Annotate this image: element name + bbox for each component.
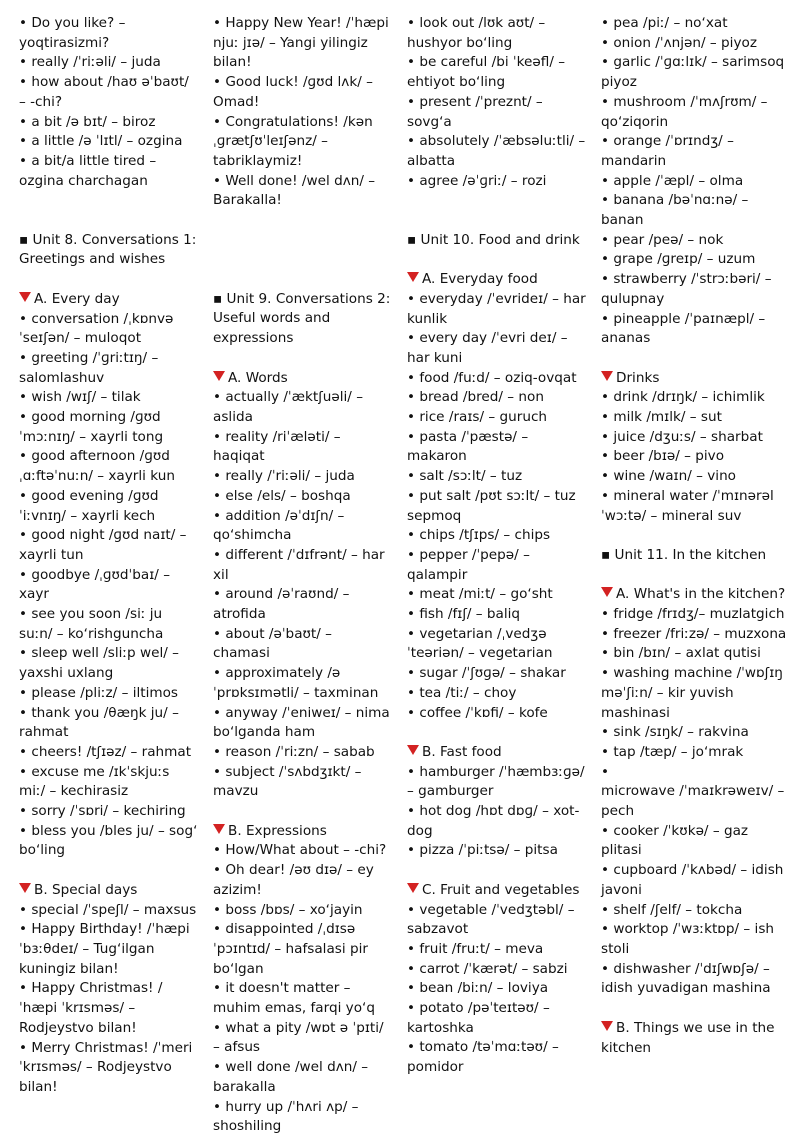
section-heading: [407, 270, 587, 290]
red-triangle-icon: [601, 587, 613, 597]
vocab-item: • pasta /ˈpæstə/ – makaron: [407, 428, 529, 465]
vocab-item: • how about /haʊ əˈbaʊt/ – -chi?: [19, 74, 189, 110]
section-heading-text: B. Special days: [34, 881, 138, 898]
unit-heading: ▪ Unit 9. Conversations 2: Useful words and expressions: [213, 290, 391, 347]
vocab-item: • bread /bred/ – non: [407, 389, 544, 406]
vocab-item: • washing machine /ˈwɒʃɪŋ məˈʃiːn/ – kir yuvish mashinasi: [601, 665, 783, 721]
spacer: [601, 999, 787, 1019]
section-heading: [407, 743, 587, 763]
vocab-item: • bless you /bles ju/ – sogʻ boʻling: [19, 822, 198, 859]
vocab-item: • Happy New Year! /ˈhæpi njuː jɪə/ – Yangi yilingiz bilan!: [213, 15, 389, 71]
vocab-item: • around /əˈraʊnd/ – atrofida: [213, 586, 350, 623]
column-2: [213, 14, 393, 1137]
vocab-item: • Oh dear! /əʊ dɪə/ – ey azizim!: [213, 862, 374, 898]
vocab-item: • put salt /pʊt sɔːlt/ – tuz sepmoq: [407, 487, 576, 524]
vocab-item: • hurry up /ˈhʌri ʌp/ – shoshiling: [213, 1098, 359, 1135]
vocab-item: • really /ˈriːəli/ – juda: [19, 54, 161, 71]
vocab-item: • freezer /friːzə/ – muzxona: [601, 625, 787, 642]
section-heading: [19, 290, 199, 310]
vocab-item: • pizza /ˈpiːtsə/ – pitsa: [407, 842, 558, 859]
vocab-item: • coffee /ˈkɒfi/ – kofe: [407, 704, 548, 721]
vocab-item: • meat /miːt/ – goʻsht: [407, 586, 553, 603]
spacer: [407, 250, 587, 270]
vocab-item: • salt /sɔːlt/ – tuz: [407, 468, 523, 485]
vocab-item: • fridge /frɪdʒ/– muzlatgich: [601, 606, 785, 623]
vocab-item: • about /əˈbaʊt/ – chamasi: [213, 625, 332, 662]
vocab-item: • anyway /ˈeniweɪ/ – nima boʻlganda ham: [213, 704, 390, 741]
spacer: [213, 231, 393, 251]
vocab-item: • Congratulations! /kən ˌɡrætʃʊˈleɪʃənz/ – tabriklaymiz!: [213, 113, 373, 169]
vocab-item: • excuse me /ɪkˈskjuːs miː/ – kechirasiz: [19, 763, 170, 800]
spacer: [601, 526, 787, 546]
vocab-item: • well done /wel dʌn/ – barakalla: [213, 1059, 369, 1095]
column-1: [19, 14, 199, 1098]
vocab-item: • strawberry /ˈstrɔːbəri/ – qulupnay: [601, 271, 772, 307]
vocab-item: • see you soon /siː ju suːn/ – koʻrishguncha: [19, 606, 164, 642]
vocab-item: • good night /ɡʊd naɪt/ – xayrli tun: [19, 527, 187, 563]
red-triangle-icon: [407, 745, 419, 755]
vocab-item: • greeting /ˈɡriːtɪŋ/ – salomlashuv: [19, 349, 159, 386]
red-triangle-icon: [407, 272, 419, 282]
vocab-item: • hot dog /hɒt dɒɡ/ – xot-dog: [407, 803, 580, 839]
vocab-item: • orange /ˈɒrɪndʒ/ – mandarin: [601, 133, 734, 169]
vocab-item: • goodbye /ˌɡʊdˈbaɪ/ – xayr: [19, 566, 171, 603]
vocab-item: • every day /ˈevri deɪ/ – har kuni: [407, 330, 568, 366]
vocab-item: • good evening /ɡʊd ˈiːvnɪŋ/ – xayrli kech: [19, 487, 159, 524]
vocab-item: • onion /ˈʌnjən/ – piyoz: [601, 34, 757, 51]
vocab-item: • absolutely /ˈæbsəluːtli/ – albatta: [407, 133, 586, 169]
vocab-item: • good morning /ɡʊd ˈmɔːnɪŋ/ – xayrli tong: [19, 409, 164, 445]
section-heading-text: C. Fruit and vegetables: [422, 881, 580, 898]
vocab-item: • Good luck! /ɡʊd lʌk/ – Omad!: [213, 74, 373, 110]
vocab-item: • subject /ˈsʌbdʒɪkt/ – mavzu: [213, 763, 362, 800]
vocab-item: • different /ˈdɪfrənt/ – har xil: [213, 546, 385, 583]
vocab-item: • please /pliːz/ – iltimos: [19, 684, 179, 701]
vocab-item: • bean /biːn/ – loviya: [407, 980, 549, 997]
vocab-item: • fish /fɪʃ/ – baliq: [407, 606, 521, 623]
spacer: [213, 270, 393, 290]
vocab-item: • really /ˈriːəli/ – juda: [213, 468, 355, 485]
vocab-item: • pea /piː/ – noʻxat: [601, 15, 728, 31]
column-4: [601, 14, 787, 1058]
vocab-item: • apple /ˈæpl/ – olma: [601, 172, 744, 189]
vocab-item: • potato /pəˈteɪtəʊ/ – kartoshka: [407, 1000, 550, 1036]
vocab-item: • be careful /bi ˈkeəfl/ – ehtiyot boʻling: [407, 54, 566, 91]
spacer: [407, 861, 587, 881]
vocab-item: • cupboard /ˈkʌbəd/ – idish javoni: [601, 862, 784, 898]
vocab-item: • a bit /ə bɪt/ – biroz: [19, 113, 156, 130]
vocab-item: • dishwasher /ˈdɪʃwɒʃə/ – idish yuvadigan mashina: [601, 960, 771, 997]
vocab-item: • tea /tiː/ – choy: [407, 684, 517, 701]
vocab-item: • agree /əˈɡriː/ – rozi: [407, 172, 547, 189]
vocab-item: • food /fuːd/ – oziq-ovqat: [407, 369, 577, 386]
red-triangle-icon: [213, 371, 225, 381]
red-triangle-icon: [213, 824, 225, 834]
vocab-item: • pepper /ˈpepə/ – qalampir: [407, 546, 530, 583]
vocab-item: •: [601, 763, 610, 780]
vocab-item: • thank you /θæŋk ju/ – rahmat: [19, 704, 179, 741]
vocab-item: • drink /drɪŋk/ – ichimlik: [601, 389, 765, 406]
vocab-item: • beer /bɪə/ – pivo: [601, 448, 725, 465]
vocab-item: • worktop /ˈwɜːktɒp/ – ish stoli: [601, 921, 775, 957]
section-heading: [407, 881, 587, 901]
vocab-item: • Merry Christmas! /ˈmeri ˈkrɪsməs/ – Rodjeystvo bilan!: [19, 1039, 193, 1095]
vocab-item: • else /els/ – boshqa: [213, 487, 351, 504]
vocab-item: • How/What about – -chi?: [213, 842, 387, 859]
vocab-item: • cheers! /tʃɪəz/ – rahmat: [19, 743, 192, 760]
vocab-item: • disappointed /ˌdɪsəˈpɔɪntɪd/ – hafsalasi pir boʻlgan: [213, 921, 368, 977]
spacer: [407, 191, 587, 211]
section-heading-text: A. Everyday food: [422, 271, 538, 288]
vocab-item: • bin /bɪn/ – axlat qutisi: [601, 645, 761, 662]
section-heading: [601, 1019, 787, 1058]
vocab-item: • special /ˈspeʃl/ – maxsus: [19, 901, 197, 918]
vocab-item: • hamburger /ˈhæmbɜːɡə/ – gamburger: [407, 763, 585, 800]
vocab-item: • sleep well /sliːp wel/ – yaxshi uxlang: [19, 645, 179, 682]
vocab-item: microwave /ˈmaɪkrəweɪv/ – pech: [601, 783, 785, 820]
vocab-item: • a little /ə ˈlɪtl/ – ozgina: [19, 133, 183, 150]
spacer: [213, 211, 393, 231]
vocab-item: • cooker /ˈkʊkə/ – gaz plitasi: [601, 822, 749, 859]
red-triangle-icon: [407, 883, 419, 893]
section-heading-text: A. Every day: [34, 290, 120, 307]
vocab-item: • Happy Birthday! /ˈhæpi ˈbɜːθdeɪ/ – Tugʻilgan kuningiz bilan!: [19, 921, 190, 977]
vocab-item: • what a pity /wɒt ə ˈpɪti/ – afsus: [213, 1019, 384, 1056]
vocab-item: • Happy Christmas! /ˈhæpi ˈkrɪsməs/ – Rodjeystvo bilan!: [19, 980, 163, 1036]
vocab-item: • a bit/a little tired – ozgina charchagan: [19, 152, 157, 189]
spacer: [601, 566, 787, 586]
red-triangle-icon: [19, 883, 31, 893]
red-triangle-icon: [601, 371, 613, 381]
vocab-item: • vegetable /ˈvedʒtəbl/ – sabzavot: [407, 901, 575, 938]
spacer: [19, 270, 199, 290]
section-heading-text: Drinks: [616, 369, 660, 386]
vocab-item: • present /ˈpreznt/ – sovgʻa: [407, 93, 543, 130]
spacer: [213, 349, 393, 369]
vocab-item: • carrot /ˈkærət/ – sabzi: [407, 960, 568, 977]
vocab-item: • sugar /ˈʃʊɡə/ – shakar: [407, 665, 566, 682]
vocab-item: • mushroom /ˈmʌʃrʊm/ – qoʻziqorin: [601, 93, 768, 130]
spacer: [407, 723, 587, 743]
vocab-item: • rice /raɪs/ – guruch: [407, 409, 548, 426]
red-triangle-icon: [601, 1021, 613, 1031]
vocab-item: • mineral water /ˈmɪnərəl ˈwɔːtə/ – mineral suv: [601, 487, 774, 524]
unit-heading: ▪ Unit 8. Conversations 1: Greetings and wishes: [19, 231, 197, 268]
section-heading-text: B. Things we use in the kitchen: [601, 1019, 775, 1056]
vocab-item: • reality /riˈæləti/ – haqiqat: [213, 428, 341, 465]
vocab-item: • shelf /ʃelf/ – tokcha: [601, 901, 743, 918]
spacer: [601, 349, 787, 369]
section-heading: [19, 881, 199, 901]
vocab-item: • pineapple /ˈpaɪnæpl/ – ananas: [601, 310, 766, 347]
vocab-item: • pear /peə/ – nok: [601, 231, 724, 248]
vocab-item: • chips /tʃɪps/ – chips: [407, 527, 551, 544]
section-heading: [601, 369, 787, 389]
vocab-item: • good afternoon /ɡʊd ˌɑːftəˈnuːn/ – xayrli kun: [19, 448, 175, 485]
column-3: [407, 14, 587, 1078]
vocab-item: • banana /bəˈnɑːnə/ – banan: [601, 192, 749, 229]
spacer: [407, 211, 587, 231]
vocab-item: • garlic /ˈɡɑːlɪk/ – sarimsoq piyoz: [601, 54, 785, 91]
vocab-item: • it doesn't matter – muhim emas, farqi yoʻq: [213, 980, 375, 1017]
vocab-item: • everyday /ˈevrideɪ/ – har kunlik: [407, 290, 586, 327]
vocab-item: • Well done! /wel dʌn/ – Barakalla!: [213, 172, 376, 209]
vocab-item: • actually /ˈæktʃuəli/ – aslida: [213, 389, 364, 425]
spacer: [213, 802, 393, 822]
vocab-item: • juice /dʒuːs/ – sharbat: [601, 428, 763, 445]
section-heading: [213, 369, 393, 389]
section-heading-text: B. Fast food: [422, 743, 502, 760]
vocab-item: • addition /əˈdɪʃn/ – qoʻshimcha: [213, 507, 345, 544]
vocab-item: • tomato /təˈmɑːtəʊ/ – pomidor: [407, 1039, 559, 1076]
vocab-item: • Do you like? – yoqtirasizmi?: [19, 15, 126, 51]
spacer: [213, 250, 393, 270]
vocab-item: • boss /bɒs/ – xoʻjayin: [213, 901, 363, 918]
red-triangle-icon: [19, 292, 31, 302]
vocab-item: • look out /lʊk aʊt/ – hushyor boʻling: [407, 15, 546, 51]
spacer: [19, 211, 199, 231]
spacer: [19, 191, 199, 211]
section-heading-text: B. Expressions: [228, 822, 327, 839]
unit-heading: ▪ Unit 10. Food and drink: [407, 231, 580, 248]
vocab-item: • sink /sɪŋk/ – rakvina: [601, 724, 749, 741]
vocab-item: • conversation /ˌkɒnvəˈseɪʃən/ – muloqot: [19, 310, 174, 347]
vocab-item: • grape /ɡreɪp/ – uzum: [601, 251, 756, 268]
section-heading: [601, 585, 787, 605]
section-heading: [213, 822, 393, 842]
section-heading-text: A. Words: [228, 369, 288, 386]
vocab-item: • milk /mɪlk/ – sut: [601, 409, 722, 426]
vocab-item: • wine /waɪn/ – vino: [601, 468, 737, 485]
spacer: [19, 861, 199, 881]
unit-heading: ▪ Unit 11. In the kitchen: [601, 546, 767, 563]
vocab-item: • wish /wɪʃ/ – tilak: [19, 389, 141, 406]
vocab-item: • tap /tæp/ – joʻmrak: [601, 743, 744, 760]
vocab-item: • approximately /əˈprɒksɪmətli/ – taxminan: [213, 665, 379, 701]
vocab-item: • sorry /ˈsɒri/ – kechiring: [19, 803, 186, 820]
vocab-item: • fruit /fruːt/ – meva: [407, 940, 544, 957]
section-heading-text: A. What's in the kitchen?: [616, 586, 786, 603]
vocab-item: • reason /ˈriːzn/ – sabab: [213, 743, 375, 760]
vocab-item: • vegetarian /ˌvedʒəˈteəriən/ – vegetarian: [407, 625, 553, 662]
